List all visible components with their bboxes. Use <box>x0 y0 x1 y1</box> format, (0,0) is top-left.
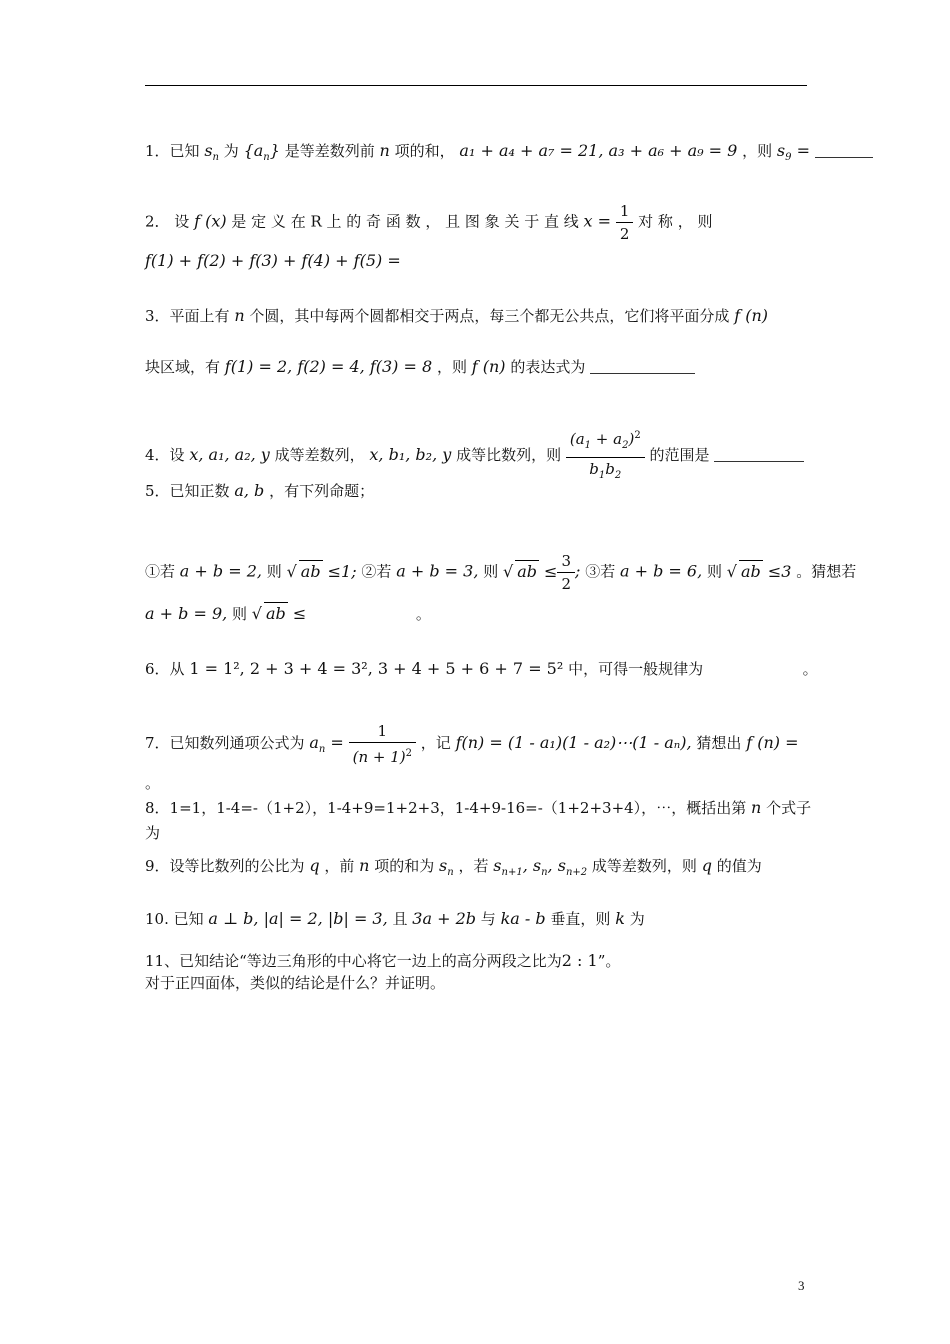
p10-text-2: 且 <box>392 910 408 928</box>
p9-terms: $s_{n+1}$, $s_n$, $s_{n+2}$ <box>493 856 588 879</box>
p9-n: n <box>359 856 370 875</box>
problem-2-sum <box>145 250 401 272</box>
p5-case-3-label: ③若 <box>585 562 616 581</box>
p5-ze-4: 则 <box>231 605 247 623</box>
p5-case-1-cond: a + b = 2, <box>179 561 262 581</box>
p2-sum: f(1) + f(2) + f(3) + f(4) + f(5) = <box>145 251 401 270</box>
p9-text-6: 的值为 <box>716 857 762 875</box>
p2-text-2: 是 定 义 在 R 上 的 奇 函 数 ， 且 图 象 关 于 直 线 <box>231 212 579 231</box>
p5-case-3-cond: a + b = 6, <box>619 561 703 581</box>
p11-line-2: 对于正四面体，类似的结论是什么？并证明。 <box>145 974 446 992</box>
p1-s9: $s_9$ = <box>776 141 810 164</box>
p5-case-3-result: √ ab ≤3 <box>726 561 792 581</box>
p5-vars: a, b <box>234 481 265 500</box>
p5-guess: 。猜想若 <box>796 562 857 581</box>
p7-end: 。 <box>145 774 161 792</box>
p9-text-1: 9．设等比数列的公比为 <box>145 857 305 875</box>
p10-k: k <box>615 909 625 928</box>
p4-text-2: 成等差数列， <box>274 446 365 464</box>
p10-text-3: 与 <box>480 910 496 928</box>
p5-three-halves: $\frac{3}{2}$ <box>557 550 575 595</box>
p9-text-2: ，前 <box>324 857 355 875</box>
problem-11-cont <box>145 972 445 994</box>
p2-text-1: 2． 设 <box>145 212 190 231</box>
p8-text-2: 个式子 <box>766 799 812 817</box>
p7-fn: f (n) = <box>746 733 799 752</box>
page-number: 3 <box>798 1278 805 1293</box>
p7-fraction: $\frac{1}{(n + 1)^2}$ <box>349 720 416 768</box>
p5-text-1: 5．已知正数 <box>145 482 230 500</box>
p1-answer-blank[interactable] <box>815 156 873 158</box>
p10-vector-1: 3a + 2b <box>412 909 476 928</box>
p5-case-2-result: √ ab ≤ <box>502 561 558 581</box>
p2-x-eq: x = <box>583 211 612 231</box>
p9-text-5: 成等差数列，则 <box>591 857 697 875</box>
problem-5 <box>145 480 374 502</box>
problem-5-cases: ①若 a + b = 2, 则 √ ab ≤1; ②若 a + b = 3, 则 √ ab ≤ $\frac{3}{2}$ ; ③若 a + b = 6, 则 √ ab ≤3 。猜想若 <box>145 552 857 593</box>
p5-case-1-result: √ ab ≤1; <box>286 561 357 581</box>
problem-8 <box>145 797 811 819</box>
p9-sn: $s_n$ <box>439 856 454 879</box>
p9-text-4: ，若 <box>458 857 489 875</box>
problem-3-cont <box>145 356 695 378</box>
p10-condition: a ⊥ b, |a| = 2, |b| = 3, <box>208 909 388 928</box>
p6-text-2: 中，可得一般规律为 <box>568 660 704 678</box>
problem-11 <box>145 950 620 972</box>
p3-text-2: 个圆，其中每两个圆都相交于两点，每三个都无公共点，它们将平面分成 <box>249 307 730 325</box>
p9-q-2: q <box>701 856 712 875</box>
problem-1 <box>145 140 873 169</box>
p10-text-5: 为 <box>629 910 645 928</box>
p2-half-fraction: $\frac{1}{2}$ <box>616 200 634 245</box>
p6-text-1: 6．从 <box>145 660 185 678</box>
p5-case-1-label: ①若 <box>145 562 176 581</box>
p4-text-3: 成等比数列，则 <box>456 446 562 464</box>
problem-7-end <box>145 772 160 794</box>
p11-line-1: 11、已知结论“等边三角形的中心将它一边上的高分两段之比为 <box>145 952 562 970</box>
p10-vector-2: ka - b <box>500 909 546 928</box>
p2-text-3: 对 称 ， 则 <box>638 212 713 231</box>
p7-text-1: 7．已知数列通项公式为 <box>145 734 305 752</box>
p3-text-1: 3．平面上有 <box>145 307 230 325</box>
p3-text-5: 的表达式为 <box>510 358 586 376</box>
p10-text-4: 垂直，则 <box>550 910 611 928</box>
p3-fn: f (n) <box>734 306 769 325</box>
p6-end: 。 <box>802 660 818 678</box>
p1-an: $\{a_n\}$ <box>243 141 280 164</box>
problem-4 <box>145 425 804 487</box>
p3-answer-blank[interactable] <box>590 372 695 374</box>
p4-text-4: 的范围是 <box>649 446 710 464</box>
problem-8-cont <box>145 822 160 844</box>
p10-text-1: 10. 已知 <box>145 910 204 928</box>
p7-product: f(n) = (1 - a₁)(1 - a₂)⋯(1 - aₙ), <box>455 733 692 752</box>
p4-seq-2: x, b₁, b₂, y <box>369 445 452 464</box>
p11-ratio: 2 : 1 <box>561 951 598 970</box>
p3-text-4: ，则 <box>436 358 467 376</box>
p5-case-2-label: ②若 <box>361 562 392 581</box>
p3-text-3: 块区域，有 <box>145 358 221 376</box>
p5-case-2-cond: a + b = 3, <box>396 561 479 581</box>
problem-5-guess <box>145 602 431 625</box>
p7-an: $a_n$ = <box>309 733 344 756</box>
p1-n: n <box>379 141 390 160</box>
p11-line-1-end: ”。 <box>597 952 621 970</box>
p1-text-4: 项的和， <box>394 142 455 160</box>
p1-text-5: ，则 <box>742 142 773 160</box>
problem-10 <box>145 908 645 930</box>
problem-3 <box>145 305 768 327</box>
p1-formula: a₁ + a₄ + a₇ = 21, a₃ + a₆ + a₉ = 9 <box>459 141 738 160</box>
p5-ze-2: 则 <box>483 562 499 581</box>
p4-seq-1: x, a₁, a₂, y <box>189 445 270 464</box>
p4-text-1: 4．设 <box>145 446 185 464</box>
problem-9 <box>145 855 762 884</box>
p8-text: 8．1=1，1-4=-（1+2），1-4+9=1+2+3，1-4+9-16=-（1+2+3+4），⋯，概括出第 <box>145 799 747 817</box>
p6-seq: 1 = 1², 2 + 3 + 4 = 3², 3 + 4 + 5 + 6 + 7 = 5² <box>189 659 564 678</box>
p9-q: q <box>309 856 320 875</box>
p4-answer-blank[interactable] <box>714 460 804 462</box>
p1-text-1: 1．已知 <box>145 142 200 160</box>
p7-text-3: 猜想出 <box>696 734 742 752</box>
p8-n: n <box>750 798 762 817</box>
p9-text-3: 项的和为 <box>374 857 435 875</box>
p1-text-3: 是等差数列前 <box>284 142 375 160</box>
problem-6 <box>145 658 818 680</box>
problem-7 <box>145 720 798 768</box>
p1-text-2: 为 <box>223 142 239 160</box>
p5-guess-result: √ ab ≤ <box>251 604 307 623</box>
p4-fraction: $\frac{(a_1 + a_2)^2}{b_1b_2}$ <box>566 425 645 487</box>
problem-2 <box>145 200 712 245</box>
p5-text-2: ，有下列命题； <box>269 482 375 500</box>
p5-end: 。 <box>415 605 431 623</box>
p5-ze-1: 则 <box>266 562 282 581</box>
p7-text-2: ，记 <box>420 734 451 752</box>
p3-values: f(1) = 2, f(2) = 4, f(3) = 8 <box>224 357 433 376</box>
p5-guess-cond: a + b = 9, <box>145 604 228 623</box>
p3-n: n <box>234 306 245 325</box>
p2-fx: f (x) <box>194 211 227 231</box>
p1-sn: $s_n$ <box>204 141 219 164</box>
p5-ze-3: 则 <box>706 562 722 581</box>
p8-text-3: 为 <box>145 824 161 842</box>
p3-fn-2: f (n) <box>471 357 506 376</box>
header-rule <box>145 85 807 86</box>
